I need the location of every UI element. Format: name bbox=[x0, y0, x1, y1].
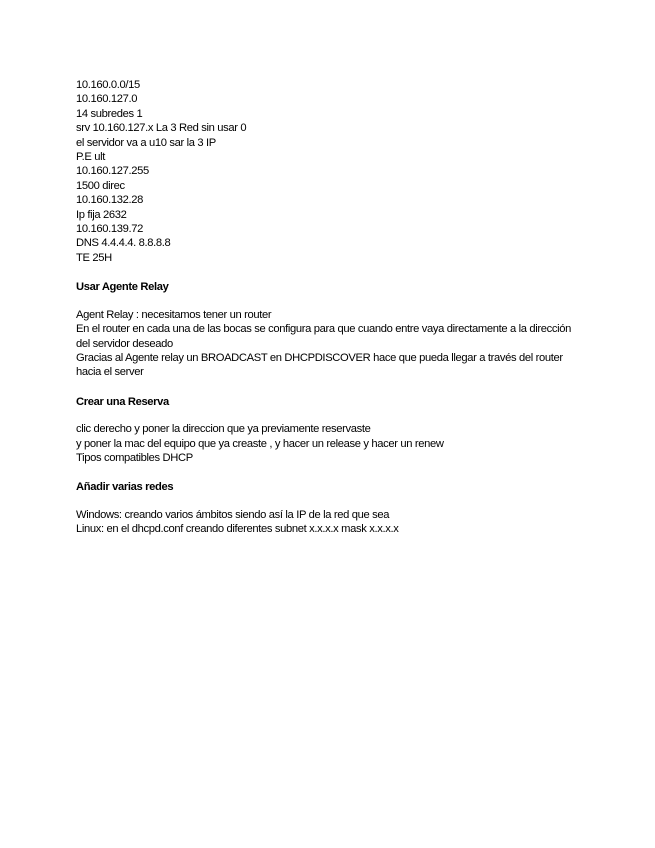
note-line: DNS 4.4.4.4. 8.8.8.8 bbox=[76, 237, 171, 250]
paragraph: Gracias al Agente relay un BROADCAST en DHCPDISCOVER hace que pueda llegar a través del router hacia el server bbox=[76, 351, 563, 379]
note-line: 1500 direc bbox=[76, 179, 125, 192]
paragraph-line: Tipos compatibles DHCP bbox=[76, 451, 193, 464]
note-line: P.E ult bbox=[76, 151, 106, 164]
note-line: 10.160.0.0/15 bbox=[76, 79, 140, 91]
network-notes bbox=[76, 78, 586, 265]
note-line: el servidor va a u10 sar la 3 IP bbox=[76, 136, 216, 149]
section-agente-relay bbox=[76, 280, 586, 379]
paragraph-line: clic derecho y poner la direccion que ya previamente reservaste bbox=[76, 423, 371, 436]
section-heading: Crear una Reserva bbox=[76, 395, 169, 408]
note-line: 10.160.139.72 bbox=[76, 223, 143, 236]
section-crear-reserva bbox=[76, 395, 586, 466]
note-line: TE 25H bbox=[76, 251, 112, 264]
section-heading: Usar Agente Relay bbox=[76, 281, 169, 294]
paragraph-line: Linux: en el dhcpd.conf creando diferentes subnet x.x.x.x mask x.x.x.x bbox=[76, 523, 399, 536]
section-varias-redes bbox=[76, 480, 586, 536]
section-heading: Añadir varias redes bbox=[76, 481, 174, 494]
note-line: Ip fija 2632 bbox=[76, 208, 127, 221]
note-line: 14 subredes 1 bbox=[76, 107, 143, 120]
note-line: 10.160.127.0 bbox=[76, 93, 138, 106]
paragraph: En el router en cada una de las bocas se configura para que cuando entre vaya directamente a la dirección del servidor deseado bbox=[76, 323, 571, 350]
note-line: 10.160.127.255 bbox=[76, 165, 149, 178]
paragraph-line: Agent Relay : necesitamos tener un router bbox=[76, 308, 272, 321]
paragraph-line: y poner la mac del equipo que ya creaste , y hacer un release y hacer un renew bbox=[76, 437, 444, 450]
paragraph-line: Windows: creando varios ámbitos siendo así la IP de la red que sea bbox=[76, 508, 390, 521]
note-line: srv 10.160.127.x La 3 Red sin usar 0 bbox=[76, 122, 247, 135]
document-page bbox=[76, 78, 586, 537]
note-line: 10.160.132.28 bbox=[76, 194, 143, 207]
